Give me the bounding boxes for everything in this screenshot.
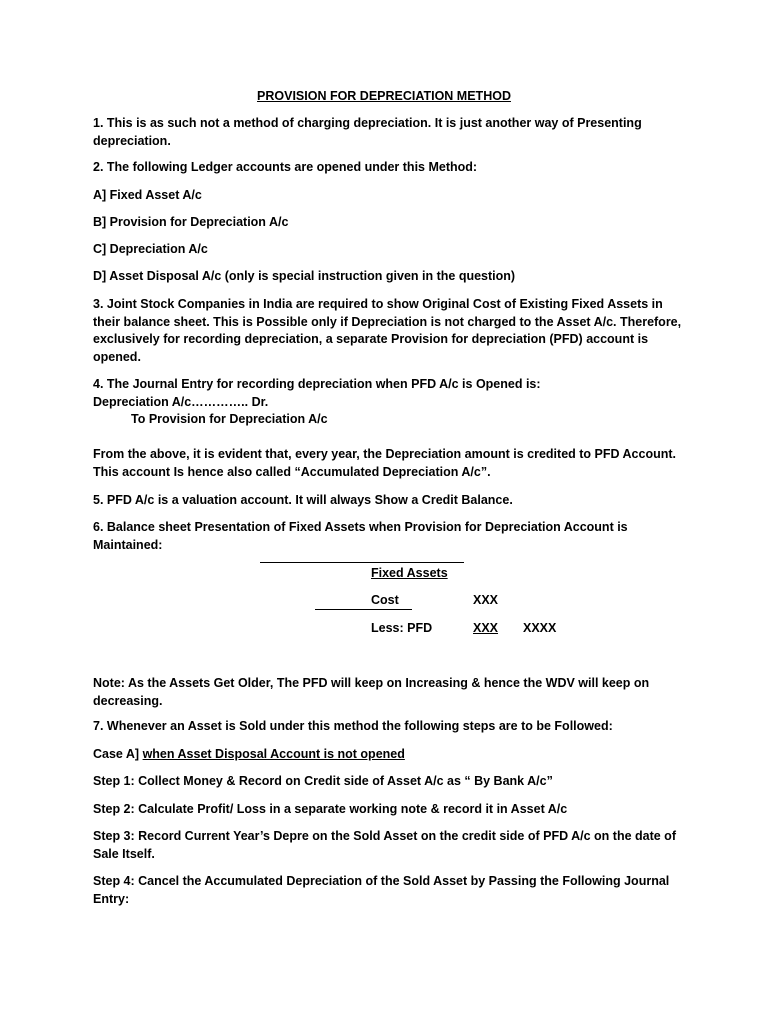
step-1: Step 1: Collect Money & Record on Credit side of Asset A/c as “ By Bank A/c”	[93, 774, 553, 788]
journal-entry-debit: Depreciation A/c………….. Dr.	[93, 395, 269, 409]
paragraph-4: 4. The Journal Entry for recording depreciation when PFD A/c is Opened is:	[93, 377, 541, 391]
paragraph-3: 3. Joint Stock Companies in India are required to show Original Cost of Existing Fixed Assets in their balance sheet. This is Possible only if Depreciation is not charged to the Asset A/c. Therefore, exclusively for recording depreciation, a separate Provision for depreciation (PFD) account is opened.	[93, 297, 682, 364]
ledger-item-b: B] Provision for Depreciation A/c	[93, 215, 289, 229]
ledger-item-a: A] Fixed Asset A/c	[93, 188, 202, 202]
step-2: Step 2: Calculate Profit/ Loss in a separate working note & record it in Asset A/c	[93, 802, 568, 816]
cost-value: XXX	[473, 593, 499, 607]
less-pfd-label: Less: PFD	[371, 621, 433, 635]
paragraph-4-explanation: From the above, it is evident that, every year, the Depreciation amount is credited to PFD Account. This account Is hence also called “Accumulated Depreciation A/c”.	[93, 447, 677, 479]
paragraph-1: 1. This is as such not a method of charging depreciation. It is just another way of Presenting depreciation.	[93, 116, 642, 148]
step-3: Step 3: Record Current Year’s Depre on the Sold Asset on the credit side of PFD A/c on the date of Sale Itself.	[93, 829, 676, 861]
step-4: Step 4: Cancel the Accumulated Depreciation of the Sold Asset by Passing the Following Journal Entry:	[93, 874, 670, 906]
journal-entry-credit	[93, 411, 683, 429]
paragraph-5: 5. PFD A/c is a valuation account. It will always Show a Credit Balance.	[93, 493, 513, 507]
paragraph-7: 7. Whenever an Asset is Sold under this method the following steps are to be Followed:	[93, 719, 613, 733]
balance-sheet-mid-rule	[315, 609, 412, 610]
page-title: PROVISION FOR DEPRECIATION METHOD	[257, 89, 511, 103]
note: Note: As the Assets Get Older, The PFD will keep on Increasing & hence the WDV will keep on decreasing.	[93, 676, 650, 708]
case-a	[93, 746, 683, 764]
cost-label: Cost	[371, 593, 399, 607]
ledger-item-c: C] Depreciation A/c	[93, 242, 208, 256]
balance-sheet-top-rule	[260, 562, 464, 563]
ledger-item-d: D] Asset Disposal A/c (only is special instruction given in the question)	[93, 269, 516, 283]
balance-sheet-heading: Fixed Assets	[371, 566, 448, 580]
case-a-prefix: Case A]	[93, 747, 143, 761]
net-value: XXXX	[523, 621, 557, 635]
less-pfd-value: XXX	[473, 621, 499, 635]
paragraph-6: 6. Balance sheet Presentation of Fixed Assets when Provision for Depreciation Account is Maintained:	[93, 520, 628, 552]
journal-entry-credit-text: To Provision for Depreciation A/c	[131, 412, 328, 426]
case-a-text: when Asset Disposal Account is not opened	[142, 747, 405, 761]
paragraph-2: 2. The following Ledger accounts are opened under this Method:	[93, 160, 478, 174]
